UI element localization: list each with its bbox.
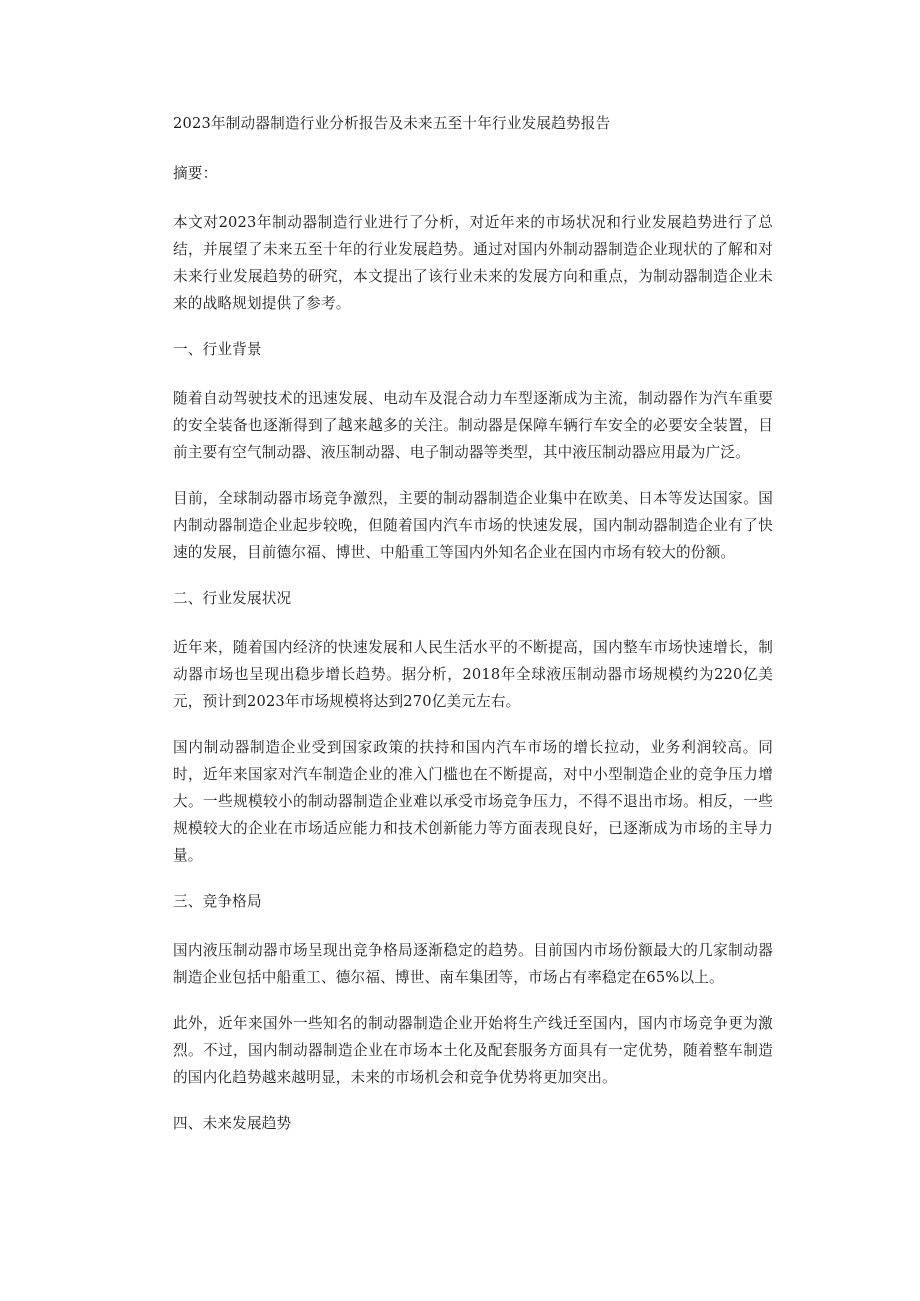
development-paragraph-1: 近年来，随着国内经济的快速发展和人民生活水平的不断提高，国内整车市场快速增长，制动器市场也呈现出稳步增长趋势。据分析，2018年全球液压制动器市场规模约为220亿美元，预计到2023年市场规模将达到270亿美元左右。 (173, 639, 773, 710)
abstract-paragraph: 本文对2023年制动器制造行业进行了分析，对近年来的市场状况和行业发展趋势进行了总结，并展望了未来五至十年的行业发展趋势。通过对国内外制动器制造企业现状的了解和对未来行业发展趋势的研究，本文提出了该行业未来的发展方向和重点，为制动器制造企业未来的战略规划提供了参考。 (173, 214, 773, 312)
development-paragraph-2: 国内制动器制造企业受到国家政策的扶持和国内汽车市场的增长拉动，业务利润较高。同时，近年来国家对汽车制造企业的准入门槛也在不断提高，对中小型制造企业的竞争压力增大。一些规模较小的制动器制造企业难以承受市场竞争压力，不得不退出市场。相反，一些规模较大的企业在市场适应能力和技术创新能力等方面表现良好，已逐渐成为市场的主导力量。 (173, 739, 773, 864)
section-heading-development: 二、行业发展状况 (173, 590, 292, 607)
abstract-label: 摘要： (173, 165, 218, 182)
section-heading-competition: 三、竞争格局 (173, 893, 262, 910)
document-body (173, 110, 773, 1159)
background-paragraph-1: 随着自动驾驶技术的迅速发展、电动车及混合动力车型逐渐成为主流，制动器作为汽车重要的安全装备也逐渐得到了越来越多的关注。制动器是保障车辆行车安全的必要安全装置，目前主要有空气制动器、液压制动器、电子制动器等类型，其中液压制动器应用最为广泛。 (173, 390, 773, 461)
document-title: 2023年制动器制造行业分析报告及未来五至十年行业发展趋势报告 (173, 115, 611, 132)
section-heading-future-trends: 四、未来发展趋势 (173, 1115, 292, 1132)
competition-paragraph-1: 国内液压制动器市场呈现出竞争格局逐渐稳定的趋势。目前国内市场份额最大的几家制动器制造企业包括中船重工、德尔福、博世、南车集团等，市场占有率稳定在65%以上。 (173, 942, 773, 986)
section-heading-background: 一、行业背景 (173, 341, 262, 358)
competition-paragraph-2: 此外，近年来国外一些知名的制动器制造企业开始将生产线迁至国内，国内市场竞争更为激烈。不过，国内制动器制造企业在市场本土化及配套服务方面具有一定优势，随着整车制造的国内化趋势越来越明显，未来的市场机会和竞争优势将更加突出。 (173, 1015, 773, 1086)
background-paragraph-2: 目前，全球制动器市场竞争激烈，主要的制动器制造企业集中在欧美、日本等发达国家。国内制动器制造企业起步较晚，但随着国内汽车市场的快速发展，国内制动器制造企业有了快速的发展，目前德尔福、博世、中船重工等国内外知名企业在国内市场有较大的份额。 (173, 490, 773, 561)
